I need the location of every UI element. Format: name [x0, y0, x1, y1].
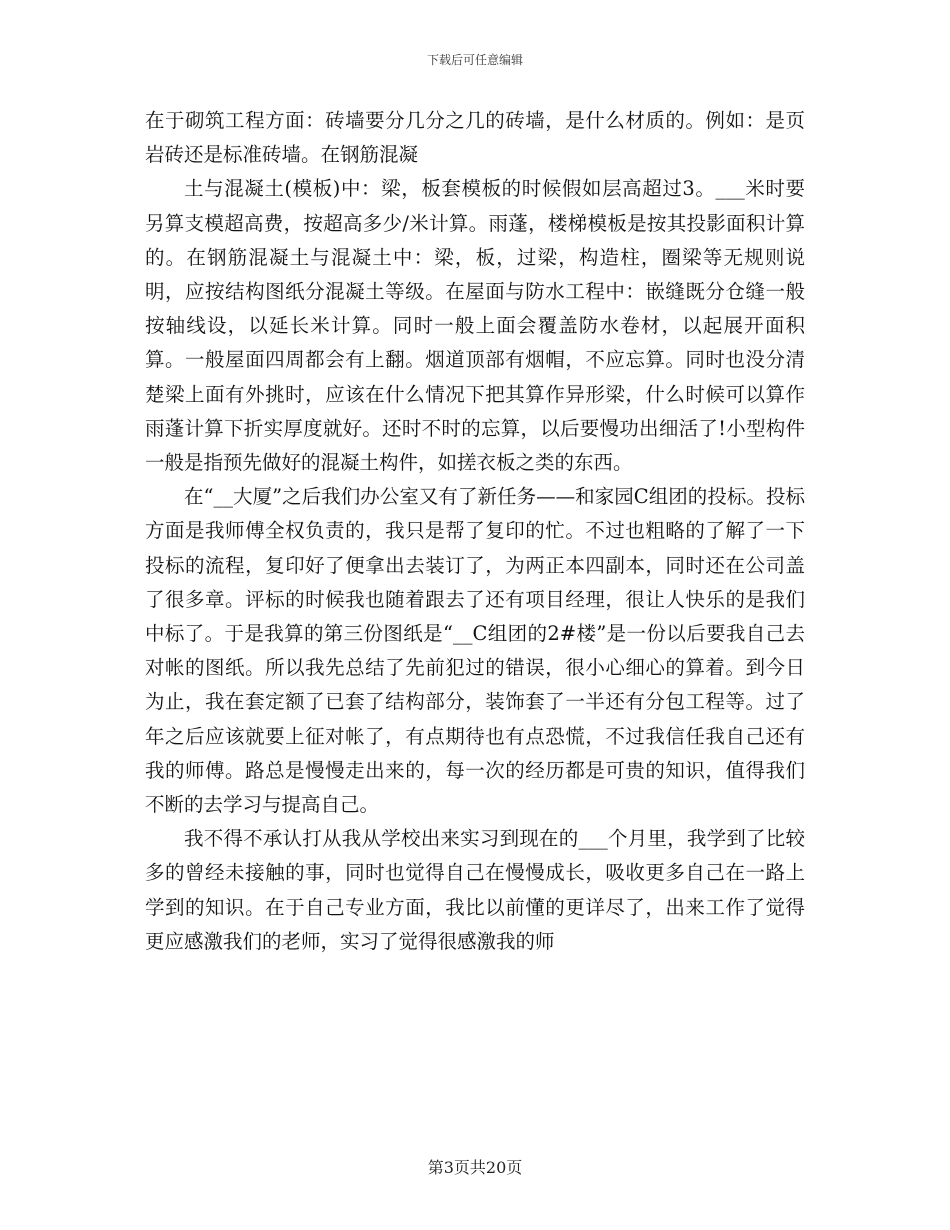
- page-footer: 第3页共20页: [427, 1158, 523, 1177]
- paragraph-2: 土与混凝土(模板)中：梁，板套模板的时候假如层高超过3。___米时要另算支模超高费，按超高多少/米计算。雨蓬，楼梯模板是按其投影面积计算的。在钢筋混凝土与混凝土中：梁，板，过梁，构造柱，圈梁等无规则说明，应按结构图纸分混凝土等级。在屋面与防水工程中：嵌缝既分仓缝一般按轴线设，以延长米计算。同时一般上面会覆盖防水卷材，以起展开面积算。一般屋面四周都会有上翻。烟道顶部有烟帽，不应忘算。同时也没分清楚梁上面有外挑时，应该在什么情况下把其算作异形梁，什么时候可以算作雨蓬计算下折实厚度就好。还时不时的忘算，以后要慢功出细活了!小型构件一般是指预先做好的混凝土构件，如搓衣板之类的东西。: [145, 177, 805, 475]
- paragraph-4: 我不得不承认打从我从学校出来实习到现在的___个月里，我学到了比较多的曾经未接触的事，同时也觉得自己在慢慢成长，吸收更多自己在一路上学到的知识。在于自己专业方面，我比以前懂的更详尽了，出来工作了觉得更应感激我们的老师，实习了觉得很感激我的师: [145, 827, 805, 953]
- paragraph-3: 在“__大厦”之后我们办公室又有了新任务——和家园C组团的投标。投标方面是我师傅全权负责的，我只是帮了复印的忙。不过也粗略的了解了一下投标的流程，复印好了便拿出去装订了，为两正本四副本，同时还在公司盖了很多章。评标的时候我也随着跟去了还有项目经理，很让人快乐的是我们中标了。于是我算的第三份图纸是“__C组团的2#楼”是一份以后要我自己去对帐的图纸。所以我先总结了先前犯过的错误，很小心细心的算着。到今日为止，我在套定额了已套了结构部分，装饰套了一半还有分包工程等。过了年之后应该就要上征对帐了，有点期待也有点恐慌，不过我信任我自己还有我的师傅。路总是慢慢走出来的，每一次的经历都是可贵的知识，值得我们不断的去学习与提高自己。: [145, 485, 805, 817]
- document-body: [145, 104, 805, 959]
- paragraph-1: 在于砌筑工程方面：砖墙要分几分之几的砖墙，是什么材质的。例如：是页岩砖还是标准砖墙。在钢筋混凝: [145, 109, 805, 167]
- page-header: 下载后可任意编辑: [426, 53, 523, 67]
